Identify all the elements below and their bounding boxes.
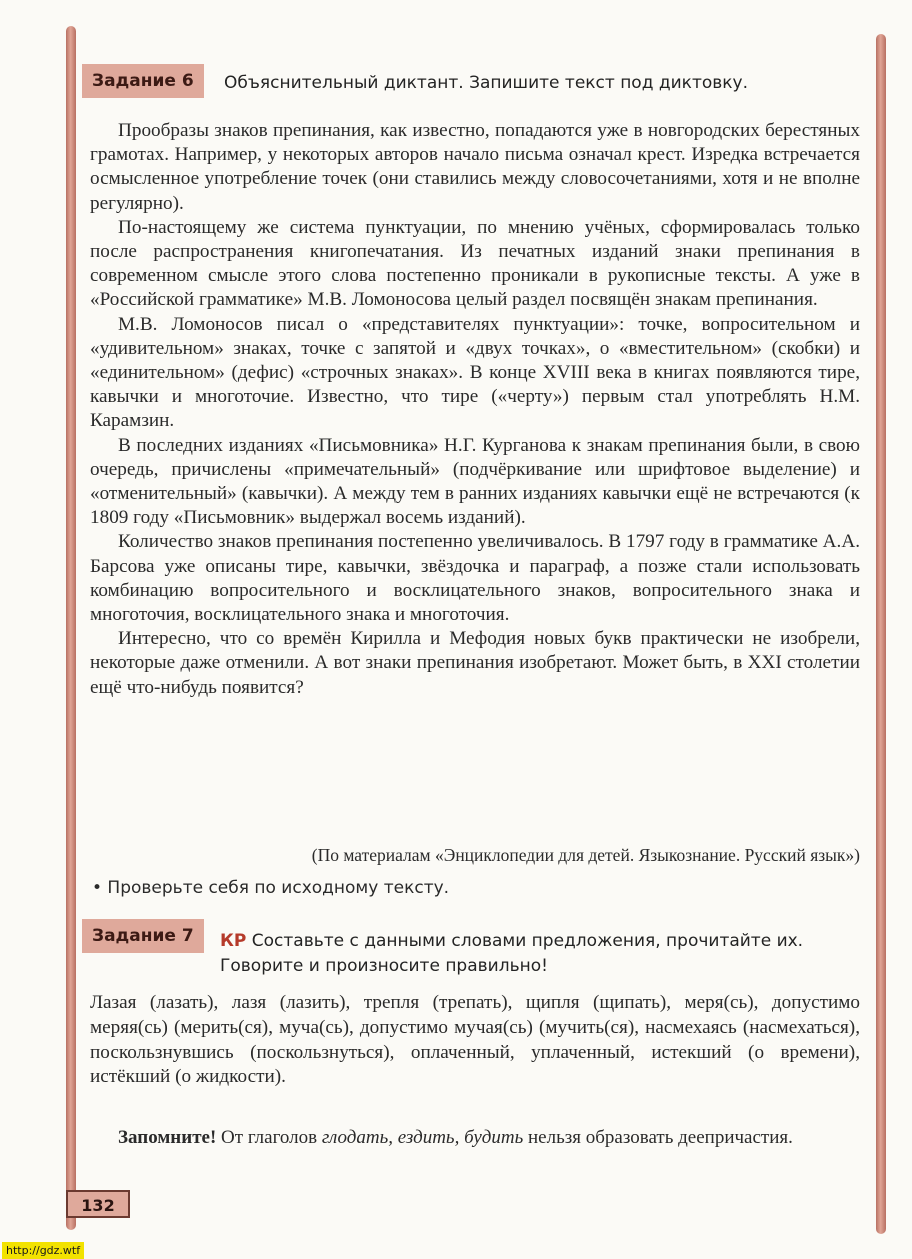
task6-heading: Объяснительный диктант. Запишите текст под диктовку. <box>224 73 748 93</box>
kr-marker: КР <box>220 931 247 951</box>
task7-heading-line2: Говорите и произносите правильно! <box>220 956 548 976</box>
task7-heading <box>220 929 803 953</box>
dictation-text <box>90 119 860 700</box>
dictation-source: (По материалам «Энциклопедии для детей. Языкознание. Русский язык») <box>311 845 860 865</box>
dictation-paragraph-4: В последних изданиях «Письмовника» Н.Г. Курганова к знакам препинания были, в свою очередь, причислены «примечательный» (подчёркивание или шрифтовое выделение) и «отменительный» (кавычки). А между тем в ранних изданиях кавычки ещё не встречаются (к 1809 году «Письмовник» выдержал восемь изданий). <box>90 434 860 529</box>
watermark-link[interactable]: http://gdz.wtf <box>2 1242 84 1259</box>
page-number: 132 <box>66 1190 130 1218</box>
dictation-paragraph-3: М.В. Ломоносов писал о «представителях пунктуации»: точке, вопросительном и «удивительном» знаках, точке с запятой и «двух точках», о «вместительном» (скобки) и «единительном» (дефис) «строчных знаках». В конце XVIII века в книгах появляются тире, кавычки и многоточие. Известно, что тире («черту») первым стал употреблять Н.М. Карамзин. <box>90 313 860 432</box>
remember-text-2: нельзя образовать деепричастия. <box>523 1127 793 1148</box>
right-margin-rail <box>876 34 886 1234</box>
dictation-paragraph-2: По-настоящему же система пунктуации, по мнению учёных, сформировалась только после распространения книгопечатания. Из печатных изданий знаки препинания в современном смысле этого слова постепенно проникали в рукописные тексты. А уже в «Российской грамматике» М.В. Ломоносова целый раздел посвящён знакам препинания. <box>90 216 860 311</box>
word-list: Лазая (лазать), лазя (лазить), трепля (трепать), щипля (щипать), меря(сь), допустимо меряя(сь) (мерить(ся), муча(сь), допустимо мучая(сь) (мучить(ся), насмехаясь (насмехаться), поскользнувшись (поскользнуться), оплаченный, уплаченный, истекший (о времени), истёкший (о жидкости). <box>90 992 860 1088</box>
dictation-paragraph-6: Интересно, что со времён Кирилла и Мефодия новых букв практически не изобрели, некоторые даже отменили. А вот знаки препинания изобретают. Может быть, в XXI столетии ещё что-нибудь появится? <box>90 628 860 698</box>
check-instruction: • Проверьте себя по исходному тексту. <box>92 878 450 898</box>
left-margin-rail <box>66 26 76 1230</box>
task7-heading-line1: Составьте с данными словами предложения, прочитайте их. <box>246 931 804 951</box>
remember-verbs: глодать, ездить, будить <box>321 1127 524 1148</box>
task6-badge: Задание 6 <box>82 64 204 98</box>
task7-badge: Задание 7 <box>82 919 204 953</box>
dictation-paragraph-1: Прообразы знаков препинания, как известно, попадаются уже в новгородских берестяных грамотах. Например, у некоторых авторов начало письма означал крест. Изредка встречается осмысленное употребление точек (они ставились между словосочетаниями, хотя и не вполне регулярно). <box>90 120 860 214</box>
remember-note <box>90 1126 860 1150</box>
remember-text-1: От глаголов <box>216 1127 322 1148</box>
dictation-paragraph-5: Количество знаков препинания постепенно увеличивалось. В 1797 году в грамматике А.А. Барсова уже описаны тире, кавычки, звёздочка и параграф, а позже стали использовать комбинацию вопросительного и восклицательного знаков, вопросительного знака и многоточия, восклицательного знака и многоточия. <box>90 531 860 626</box>
remember-label: Запомните! <box>118 1127 217 1148</box>
